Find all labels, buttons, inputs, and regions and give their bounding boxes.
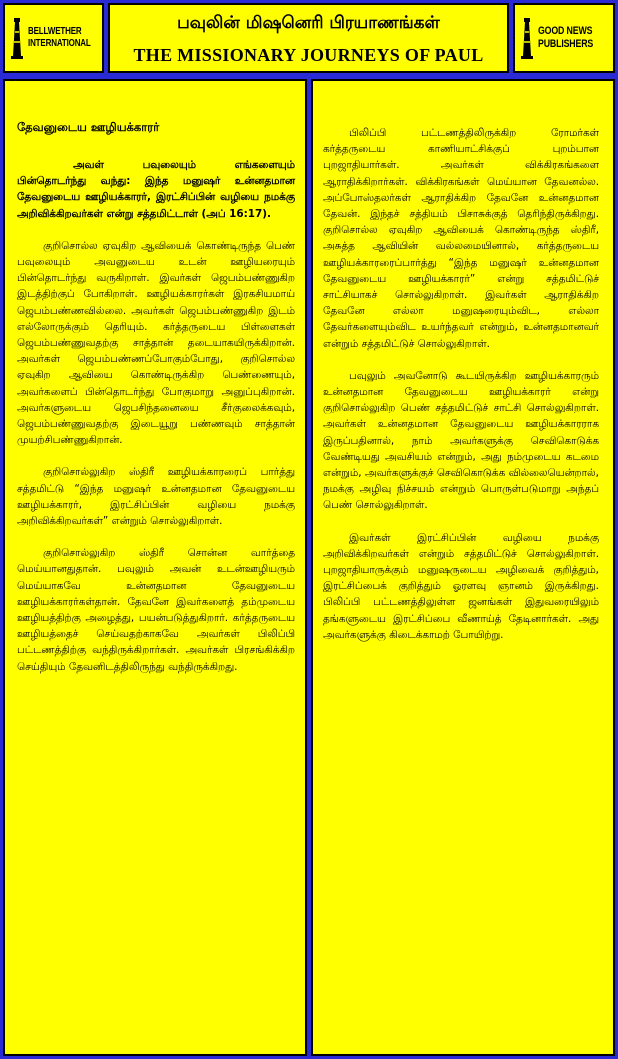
paragraph: இவர்கள் இரட்சிப்பின் வழியை நமக்கு அறிவிக்கிறவர்கள் என்றும் சத்தமிட்டுச் சொல்லுகிறாள். புறஜாதியாருக்கும் மனுஷருடைய அழிவைக் குறித்தும், இரட்சிப்பைக் குறித்தும் ஓரளவு ஞானம் இருக்கிறது. பிலிப்பி பட்டணத்திலுள்ள ஜனங்கள் இதுவரையிலும் தங்களுடைய இரட்சிப்பை வீணாய்த் தேடினார்கள். அது அவர்களுக்கு கிடைக்காமற் போயிற்று. [323,531,599,641]
good-news-logo [513,3,615,73]
paragraph: குறிசொல்லுகிற ஸ்திரீ சொன்ன வார்த்தை மெய்யானதுதான். பவுலும் அவன் உடன்ஊழியரும் மெய்யாகவே உன்னதமான தேவனுடைய ஊழியக்காரர்கள்தான். தேவனே இவர்களைத் தம்முடைய ஊழியத்திற்கு அழைத்து, பயன்படுத்துகிறார். கர்த்தருடைய ஊழியத்தைச் செய்வதற்காகவே அவர்கள் பிலிப்பி பட்டணத்திற்கு வந்திருக்கிறார்கள். அவர்கள் பிரசங்கிக்கிற செய்தியும் தேவனிடத்திலிருந்து வந்திருக்கிறது. [17,547,295,673]
lighthouse-icon [9,16,25,60]
paragraph: குறிசொல்ல ஏவுகிற ஆவியைக் கொண்டிருந்த பெண் பவுலையும் அவனுடைய உடன் ஊழியரையும் பின்தொடர்ந்து வருகிறாள். இவர்கள் ஜெபம்பண்ணுகிற இடத்திற்குப் போகிறாள். ஊழியக்காரர்கள் இரகசியமாய் ஜெபம்பண்ணவில்லை. அவர்கள் ஜெபம்பண்ணுகிற இடம் எல்லோருக்கும் தெரியும். கர்த்தருடைய பிள்ளைகள் ஜெபம்பண்ணுவதற்கு சாத்தான் தடையாகயிருக்கிறான். அவர்கள் ஜெபம்பண்ணப்போகும்போது, குறிசொல்ல ஏவுகிற ஆவியை கொண்டிருக்கிற பெண்ணையும், அவர்களைப் பின்தொடர்ந்து போகுமாறு அனுப்புகிறான். அவர்களுடைய ஜெபசிந்தனையை சீர்குலைக்கவும், ஜெபம்பண்ணுவதற்கு இடையூறு பண்ணவும் சாத்தான் முயற்சிபண்ணுகிறான். [17,239,295,447]
right-column [311,79,615,1056]
paragraph: பிலிப்பி பட்டணத்திலிருக்கிற ரோமர்கள் கர்த்தருடைய காணியாட்சிக்குப் புறம்பான புறஜாதியார்கள். அவர்கள் விக்கிரகங்களை ஆராதிக்கிறார்கள். விக்கிரகங்கள் மெய்யான தேவனல்ல. அப்போஸ்தலர்கள் ஆராதிக்கிற தேவனே உன்னதமான தேவன். இந்தச் சத்தியம் பிசாசுக்குத் தெரிந்திருக்கிறது. குறிசொல்ல ஏவுகிற ஆவியைக் கொண்டிருந்த ஸ்திரீ, அசுத்த ஆவியின் வல்லமையினால், கர்த்தருடைய ஊழியக்காரரைப்பார்த்து “இந்த மனுஷர் உன்னதமான தேவனுடைய ஊழியக்காரர்” என்று சத்தமிட்டுச் சாட்சியாகச் சொல்லுகிறாள். இவர்கள் ஆராதிக்கிற தேவனே எல்லா மனுஷரையும்விட, எல்லா தேவர்களையும்விட உயர்ந்தவர் என்றும், உன்னதமானவர் என்றும் சத்தமிட்டுச் சொல்லுகிறாள். [323,127,599,350]
logo-left-line2: INTERNATIONAL [28,38,91,49]
paragraph: குறிசொல்லுகிற ஸ்திரீ ஊழியக்காரரைப் பார்த்து சத்தமிட்டு “இந்த மனுஷர் உன்னதமான தேவனுடைய ஊழியக்காரர், இரட்சிப்பின் வழியை நமக்கு அறிவிக்கிறவர்கள்” என்றும் சொல்லுகிறாள். [17,466,295,528]
paragraph: பவுலும் அவனோடு கூடயிருக்கிற ஊழியக்காரரும் உன்னதமான தேவனுடைய ஊழியக்காரர் என்று குறிசொல்லுகிற பெண் சத்தமிட்டுச் சாட்சி சொல்லுகிறாள். அவர்கள் உன்னதமான தேவனுடைய ஊழியக்காரராக இருப்பதினால், நாம் அவர்களுக்கு செவிகொடுக்க வேண்டியது அவசியம் என்றும், அது நம்முடைய கடமை என்றும், அவர்களுக்குச் செவிகொடுக்க வில்லையென்றால், நமக்கு அழிவு நிச்சயம் என்றும் பொருள்படுமாறு அந்தப் பெண் சொல்லுகிறாள். [323,369,599,512]
left-column [3,79,307,1056]
scripture-paragraph: அவள் பவுலையும் எங்களையும் பின்தொடர்ந்து வந்து: இந்த மனுஷர் உன்னதமான தேவனுடைய ஊழியக்காரர், இரட்சிப்பின் வழியை நமக்கு அறிவிக்கிறவர்கள் என்று சத்தமிட்டாள் (அப் 16:17). [17,159,295,220]
logo-right-line2: PUBLISHERS [538,38,594,50]
header [108,3,509,73]
bellwether-logo [3,3,104,73]
title-english: THE MISSIONARY JOURNEYS OF PAUL [133,45,484,65]
title-tamil: பவுலின் மிஷனெரி பிரயாணங்கள் [177,13,440,33]
section-heading: தேவனுடைய ஊழியக்காரர் [17,120,160,134]
lighthouse-icon [519,16,535,60]
logo-left-line1: BELLWETHER [28,26,82,37]
logo-right-line1: GOOD NEWS [538,25,593,37]
